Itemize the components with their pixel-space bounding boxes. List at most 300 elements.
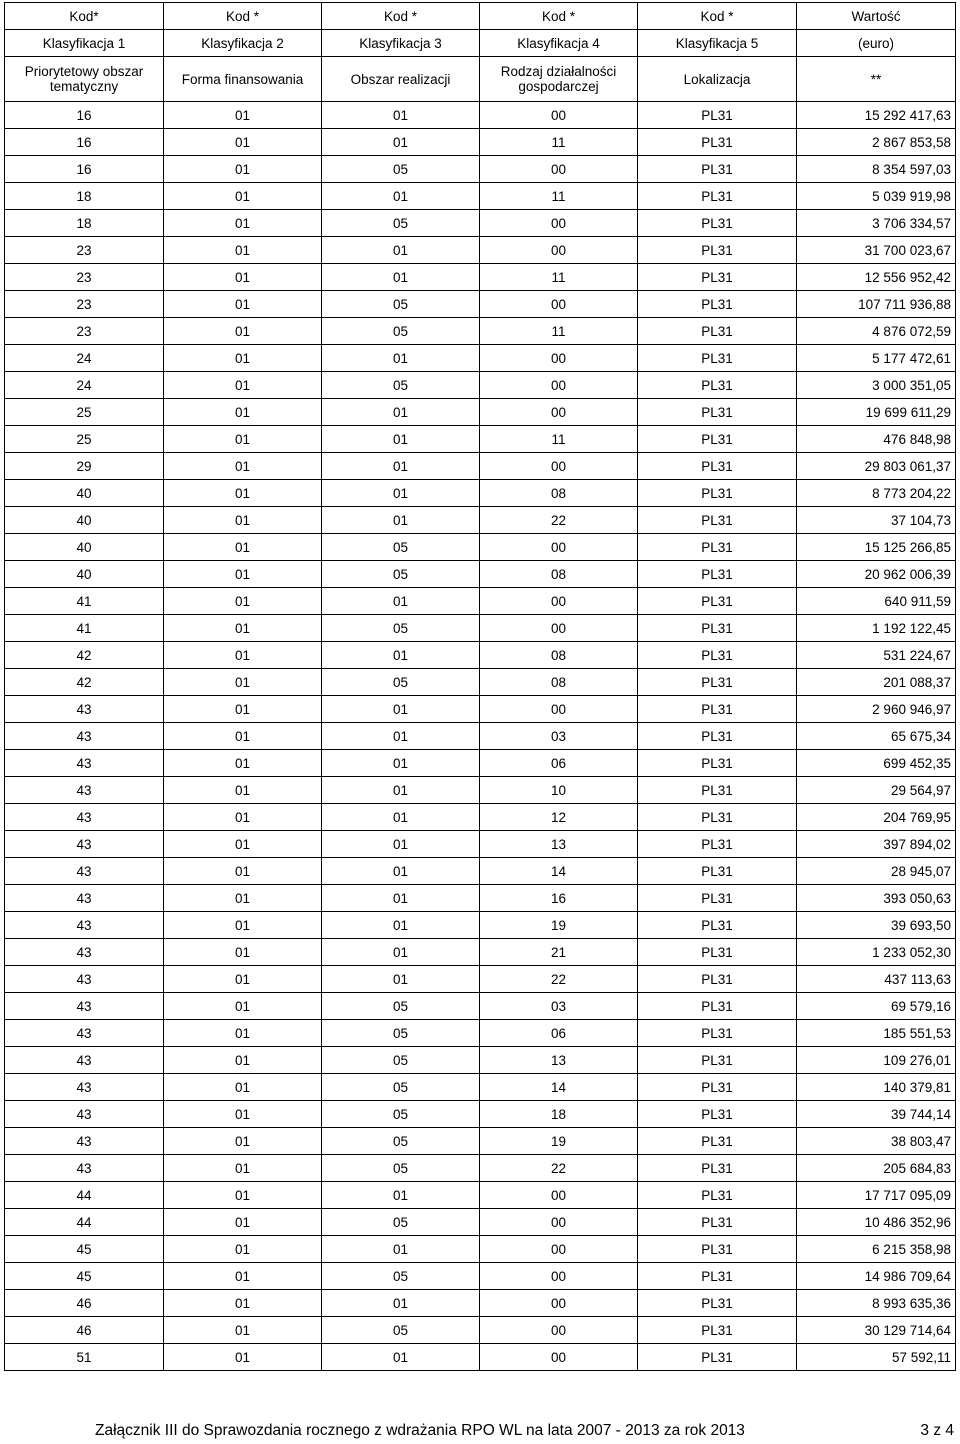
code-cell: 11 — [480, 183, 638, 210]
code-cell: 01 — [164, 291, 322, 318]
code-cell: PL31 — [638, 777, 797, 804]
code-cell: PL31 — [638, 939, 797, 966]
table-row — [5, 129, 956, 156]
code-cell: 01 — [164, 588, 322, 615]
code-cell: PL31 — [638, 210, 797, 237]
code-cell: 00 — [480, 372, 638, 399]
table-row — [5, 1101, 956, 1128]
code-cell: 40 — [5, 507, 164, 534]
value-cell: 531 224,67 — [797, 642, 956, 669]
code-cell: 01 — [322, 588, 480, 615]
code-cell: PL31 — [638, 912, 797, 939]
table-row — [5, 1290, 956, 1317]
table-row — [5, 777, 956, 804]
code-cell: 01 — [322, 102, 480, 129]
value-cell: 17 717 095,09 — [797, 1182, 956, 1209]
code-cell: PL31 — [638, 480, 797, 507]
code-cell: 11 — [480, 264, 638, 291]
header-cell: Lokalizacja — [638, 57, 797, 102]
code-cell: 43 — [5, 696, 164, 723]
value-cell: 5 177 472,61 — [797, 345, 956, 372]
code-cell: 10 — [480, 777, 638, 804]
code-cell: PL31 — [638, 1155, 797, 1182]
value-cell: 38 803,47 — [797, 1128, 956, 1155]
code-cell: 01 — [322, 183, 480, 210]
value-cell: 14 986 709,64 — [797, 1263, 956, 1290]
code-cell: 43 — [5, 885, 164, 912]
code-cell: 01 — [322, 777, 480, 804]
classification-table — [4, 2, 956, 1371]
code-cell: 00 — [480, 1263, 638, 1290]
value-cell: 109 276,01 — [797, 1047, 956, 1074]
table-row — [5, 318, 956, 345]
code-cell: 01 — [164, 1263, 322, 1290]
value-cell: 29 803 061,37 — [797, 453, 956, 480]
code-cell: PL31 — [638, 426, 797, 453]
table-row — [5, 885, 956, 912]
table-row — [5, 993, 956, 1020]
value-cell: 107 711 936,88 — [797, 291, 956, 318]
value-cell: 2 867 853,58 — [797, 129, 956, 156]
code-cell: 01 — [322, 345, 480, 372]
code-cell: 05 — [322, 372, 480, 399]
code-cell: PL31 — [638, 1263, 797, 1290]
code-cell: PL31 — [638, 723, 797, 750]
table-row — [5, 156, 956, 183]
value-cell: 201 088,37 — [797, 669, 956, 696]
code-cell: 06 — [480, 750, 638, 777]
header-cell: Kod * — [480, 3, 638, 30]
table-row — [5, 1020, 956, 1047]
code-cell: 08 — [480, 480, 638, 507]
table-row — [5, 1182, 956, 1209]
code-cell: 01 — [322, 831, 480, 858]
table-row — [5, 939, 956, 966]
code-cell: 00 — [480, 399, 638, 426]
table-row — [5, 291, 956, 318]
code-cell: 43 — [5, 1047, 164, 1074]
value-cell: 39 744,14 — [797, 1101, 956, 1128]
code-cell: 01 — [164, 480, 322, 507]
table-row — [5, 183, 956, 210]
value-cell: 1 233 052,30 — [797, 939, 956, 966]
code-cell: 43 — [5, 831, 164, 858]
table-row — [5, 480, 956, 507]
table-row — [5, 831, 956, 858]
header-cell: Wartość — [797, 3, 956, 30]
code-cell: 05 — [322, 1128, 480, 1155]
code-cell: PL31 — [638, 885, 797, 912]
code-cell: 01 — [322, 696, 480, 723]
code-cell: 01 — [164, 183, 322, 210]
code-cell: 01 — [164, 777, 322, 804]
code-cell: 01 — [164, 1344, 322, 1371]
code-cell: 01 — [164, 1020, 322, 1047]
code-cell: 51 — [5, 1344, 164, 1371]
code-cell: PL31 — [638, 1020, 797, 1047]
code-cell: 01 — [164, 129, 322, 156]
code-cell: 05 — [322, 1155, 480, 1182]
table-row — [5, 1344, 956, 1371]
code-cell: 45 — [5, 1236, 164, 1263]
code-cell: PL31 — [638, 804, 797, 831]
code-cell: PL31 — [638, 264, 797, 291]
table-row — [5, 588, 956, 615]
header-cell: Klasyfikacja 3 — [322, 30, 480, 57]
code-cell: 01 — [322, 885, 480, 912]
code-cell: 01 — [322, 507, 480, 534]
code-cell: 01 — [164, 318, 322, 345]
code-cell: PL31 — [638, 129, 797, 156]
code-cell: 23 — [5, 318, 164, 345]
table-row — [5, 723, 956, 750]
code-cell: 41 — [5, 615, 164, 642]
code-cell: 01 — [322, 642, 480, 669]
code-cell: PL31 — [638, 858, 797, 885]
code-cell: 01 — [164, 696, 322, 723]
header-cell: ** — [797, 57, 956, 102]
header-cell: Klasyfikacja 4 — [480, 30, 638, 57]
code-cell: 19 — [480, 1128, 638, 1155]
code-cell: PL31 — [638, 1236, 797, 1263]
code-cell: 00 — [480, 615, 638, 642]
code-cell: 01 — [164, 210, 322, 237]
code-cell: 42 — [5, 642, 164, 669]
code-cell: PL31 — [638, 831, 797, 858]
header-cell: Klasyfikacja 1 — [5, 30, 164, 57]
code-cell: 13 — [480, 831, 638, 858]
code-cell: 01 — [164, 264, 322, 291]
code-cell: PL31 — [638, 156, 797, 183]
code-cell: 16 — [480, 885, 638, 912]
code-cell: PL31 — [638, 669, 797, 696]
code-cell: 43 — [5, 858, 164, 885]
code-cell: 08 — [480, 669, 638, 696]
code-cell: 01 — [322, 750, 480, 777]
table-row — [5, 669, 956, 696]
code-cell: 05 — [322, 669, 480, 696]
table-row — [5, 1074, 956, 1101]
header-cell: Obszar realizacji — [322, 57, 480, 102]
code-cell: 01 — [164, 939, 322, 966]
value-cell: 31 700 023,67 — [797, 237, 956, 264]
code-cell: PL31 — [638, 1344, 797, 1371]
value-cell: 6 215 358,98 — [797, 1236, 956, 1263]
header-cell: Kod * — [164, 3, 322, 30]
code-cell: 01 — [164, 237, 322, 264]
code-cell: 01 — [164, 966, 322, 993]
header-row-description — [5, 57, 956, 102]
code-cell: 05 — [322, 1020, 480, 1047]
code-cell: PL31 — [638, 696, 797, 723]
table-row — [5, 561, 956, 588]
code-cell: 42 — [5, 669, 164, 696]
code-cell: PL31 — [638, 372, 797, 399]
value-cell: 3 000 351,05 — [797, 372, 956, 399]
code-cell: 00 — [480, 1317, 638, 1344]
table-row — [5, 804, 956, 831]
table-row — [5, 966, 956, 993]
code-cell: 44 — [5, 1209, 164, 1236]
table-row — [5, 1236, 956, 1263]
code-cell: 01 — [322, 966, 480, 993]
code-cell: 01 — [164, 453, 322, 480]
code-cell: 00 — [480, 588, 638, 615]
code-cell: 01 — [322, 723, 480, 750]
code-cell: 01 — [322, 480, 480, 507]
value-cell: 2 960 946,97 — [797, 696, 956, 723]
code-cell: 01 — [164, 669, 322, 696]
table-row — [5, 372, 956, 399]
code-cell: 00 — [480, 453, 638, 480]
code-cell: PL31 — [638, 237, 797, 264]
code-cell: 05 — [322, 318, 480, 345]
code-cell: 01 — [322, 453, 480, 480]
code-cell: 25 — [5, 399, 164, 426]
code-cell: 46 — [5, 1317, 164, 1344]
code-cell: PL31 — [638, 345, 797, 372]
code-cell: 01 — [164, 1317, 322, 1344]
code-cell: 16 — [5, 129, 164, 156]
code-cell: 43 — [5, 966, 164, 993]
code-cell: 05 — [322, 1317, 480, 1344]
table-row — [5, 696, 956, 723]
code-cell: 01 — [322, 264, 480, 291]
code-cell: 46 — [5, 1290, 164, 1317]
code-cell: 05 — [322, 1047, 480, 1074]
table-body — [5, 102, 956, 1371]
code-cell: PL31 — [638, 1209, 797, 1236]
code-cell: 19 — [480, 912, 638, 939]
code-cell: PL31 — [638, 561, 797, 588]
value-cell: 12 556 952,42 — [797, 264, 956, 291]
code-cell: PL31 — [638, 1047, 797, 1074]
code-cell: 01 — [164, 102, 322, 129]
value-cell: 30 129 714,64 — [797, 1317, 956, 1344]
code-cell: PL31 — [638, 399, 797, 426]
code-cell: 01 — [164, 156, 322, 183]
code-cell: 43 — [5, 1020, 164, 1047]
code-cell: 00 — [480, 1344, 638, 1371]
header-cell: Rodzaj działalności gospodarczej — [480, 57, 638, 102]
code-cell: 01 — [164, 750, 322, 777]
header-cell: Priorytetowy obszar tematyczny — [5, 57, 164, 102]
table-row — [5, 1263, 956, 1290]
value-cell: 8 773 204,22 — [797, 480, 956, 507]
code-cell: PL31 — [638, 291, 797, 318]
code-cell: PL31 — [638, 1128, 797, 1155]
code-cell: 06 — [480, 1020, 638, 1047]
table-row — [5, 1317, 956, 1344]
header-cell: Kod * — [638, 3, 797, 30]
code-cell: PL31 — [638, 1290, 797, 1317]
value-cell: 29 564,97 — [797, 777, 956, 804]
code-cell: PL31 — [638, 993, 797, 1020]
code-cell: PL31 — [638, 183, 797, 210]
value-cell: 69 579,16 — [797, 993, 956, 1020]
table-row — [5, 426, 956, 453]
header-cell: Klasyfikacja 2 — [164, 30, 322, 57]
value-cell: 65 675,34 — [797, 723, 956, 750]
code-cell: 11 — [480, 426, 638, 453]
code-cell: 41 — [5, 588, 164, 615]
code-cell: 43 — [5, 993, 164, 1020]
code-cell: 14 — [480, 1074, 638, 1101]
code-cell: PL31 — [638, 1317, 797, 1344]
table-row — [5, 210, 956, 237]
value-cell: 5 039 919,98 — [797, 183, 956, 210]
code-cell: 21 — [480, 939, 638, 966]
code-cell: 01 — [322, 1344, 480, 1371]
value-cell: 393 050,63 — [797, 885, 956, 912]
code-cell: 08 — [480, 561, 638, 588]
value-cell: 39 693,50 — [797, 912, 956, 939]
code-cell: 01 — [164, 372, 322, 399]
code-cell: PL31 — [638, 750, 797, 777]
code-cell: 43 — [5, 912, 164, 939]
value-cell: 397 894,02 — [797, 831, 956, 858]
code-cell: 01 — [164, 912, 322, 939]
table-row — [5, 858, 956, 885]
value-cell: 204 769,95 — [797, 804, 956, 831]
code-cell: 16 — [5, 102, 164, 129]
value-cell: 476 848,98 — [797, 426, 956, 453]
value-cell: 15 125 266,85 — [797, 534, 956, 561]
code-cell: 23 — [5, 237, 164, 264]
table-header — [5, 3, 956, 102]
code-cell: 03 — [480, 723, 638, 750]
code-cell: 01 — [164, 885, 322, 912]
footer-text: Załącznik III do Sprawozdania rocznego z wdrażania RPO WL na lata 2007 - 2013 za rok 2013 — [95, 1422, 745, 1439]
value-cell: 140 379,81 — [797, 1074, 956, 1101]
code-cell: PL31 — [638, 318, 797, 345]
code-cell: 05 — [322, 156, 480, 183]
code-cell: 01 — [164, 1047, 322, 1074]
code-cell: 05 — [322, 534, 480, 561]
code-cell: 23 — [5, 291, 164, 318]
table-row — [5, 237, 956, 264]
code-cell: 05 — [322, 210, 480, 237]
value-cell: 8 354 597,03 — [797, 156, 956, 183]
code-cell: 01 — [322, 912, 480, 939]
code-cell: 01 — [322, 858, 480, 885]
code-cell: 43 — [5, 1101, 164, 1128]
value-cell: 20 962 006,39 — [797, 561, 956, 588]
code-cell: PL31 — [638, 1101, 797, 1128]
code-cell: 05 — [322, 1101, 480, 1128]
code-cell: 40 — [5, 480, 164, 507]
code-cell: 00 — [480, 534, 638, 561]
code-cell: 00 — [480, 1209, 638, 1236]
code-cell: 01 — [322, 804, 480, 831]
table-row — [5, 1209, 956, 1236]
code-cell: 00 — [480, 102, 638, 129]
header-cell: (euro) — [797, 30, 956, 57]
value-cell: 28 945,07 — [797, 858, 956, 885]
code-cell: 40 — [5, 534, 164, 561]
code-cell: 01 — [164, 804, 322, 831]
code-cell: PL31 — [638, 642, 797, 669]
value-cell: 437 113,63 — [797, 966, 956, 993]
code-cell: 05 — [322, 291, 480, 318]
code-cell: 01 — [164, 1209, 322, 1236]
code-cell: 01 — [322, 129, 480, 156]
code-cell: 45 — [5, 1263, 164, 1290]
code-cell: 18 — [480, 1101, 638, 1128]
code-cell: 05 — [322, 1074, 480, 1101]
code-cell: 00 — [480, 156, 638, 183]
code-cell: 18 — [5, 183, 164, 210]
code-cell: PL31 — [638, 507, 797, 534]
code-cell: 01 — [322, 426, 480, 453]
value-cell: 699 452,35 — [797, 750, 956, 777]
code-cell: 01 — [164, 561, 322, 588]
code-cell: 01 — [164, 534, 322, 561]
value-cell: 185 551,53 — [797, 1020, 956, 1047]
code-cell: 43 — [5, 777, 164, 804]
code-cell: 01 — [164, 1074, 322, 1101]
code-cell: 01 — [322, 939, 480, 966]
code-cell: 01 — [164, 1236, 322, 1263]
code-cell: PL31 — [638, 102, 797, 129]
code-cell: 25 — [5, 426, 164, 453]
code-cell: PL31 — [638, 534, 797, 561]
code-cell: 08 — [480, 642, 638, 669]
code-cell: 01 — [164, 615, 322, 642]
table-row — [5, 345, 956, 372]
header-cell: Klasyfikacja 5 — [638, 30, 797, 57]
code-cell: 01 — [164, 507, 322, 534]
code-cell: 24 — [5, 372, 164, 399]
value-cell: 640 911,59 — [797, 588, 956, 615]
value-cell: 15 292 417,63 — [797, 102, 956, 129]
table-row — [5, 399, 956, 426]
value-cell: 8 993 635,36 — [797, 1290, 956, 1317]
code-cell: 11 — [480, 318, 638, 345]
code-cell: 05 — [322, 615, 480, 642]
table-row — [5, 453, 956, 480]
code-cell: 43 — [5, 1074, 164, 1101]
code-cell: 43 — [5, 750, 164, 777]
code-cell: 16 — [5, 156, 164, 183]
code-cell: PL31 — [638, 453, 797, 480]
code-cell: 01 — [164, 642, 322, 669]
table-row — [5, 102, 956, 129]
code-cell: 01 — [164, 723, 322, 750]
header-cell: Forma finansowania — [164, 57, 322, 102]
code-cell: 11 — [480, 129, 638, 156]
code-cell: 00 — [480, 237, 638, 264]
code-cell: 01 — [164, 1155, 322, 1182]
code-cell: 43 — [5, 804, 164, 831]
code-cell: 23 — [5, 264, 164, 291]
code-cell: 03 — [480, 993, 638, 1020]
code-cell: 22 — [480, 966, 638, 993]
table-row — [5, 642, 956, 669]
code-cell: 14 — [480, 858, 638, 885]
header-row-classification — [5, 30, 956, 57]
code-cell: 00 — [480, 1182, 638, 1209]
code-cell: 01 — [322, 237, 480, 264]
code-cell: 13 — [480, 1047, 638, 1074]
value-cell: 1 192 122,45 — [797, 615, 956, 642]
code-cell: 01 — [164, 993, 322, 1020]
header-row-code — [5, 3, 956, 30]
code-cell: 22 — [480, 507, 638, 534]
table-row — [5, 1128, 956, 1155]
code-cell: PL31 — [638, 615, 797, 642]
code-cell: 29 — [5, 453, 164, 480]
